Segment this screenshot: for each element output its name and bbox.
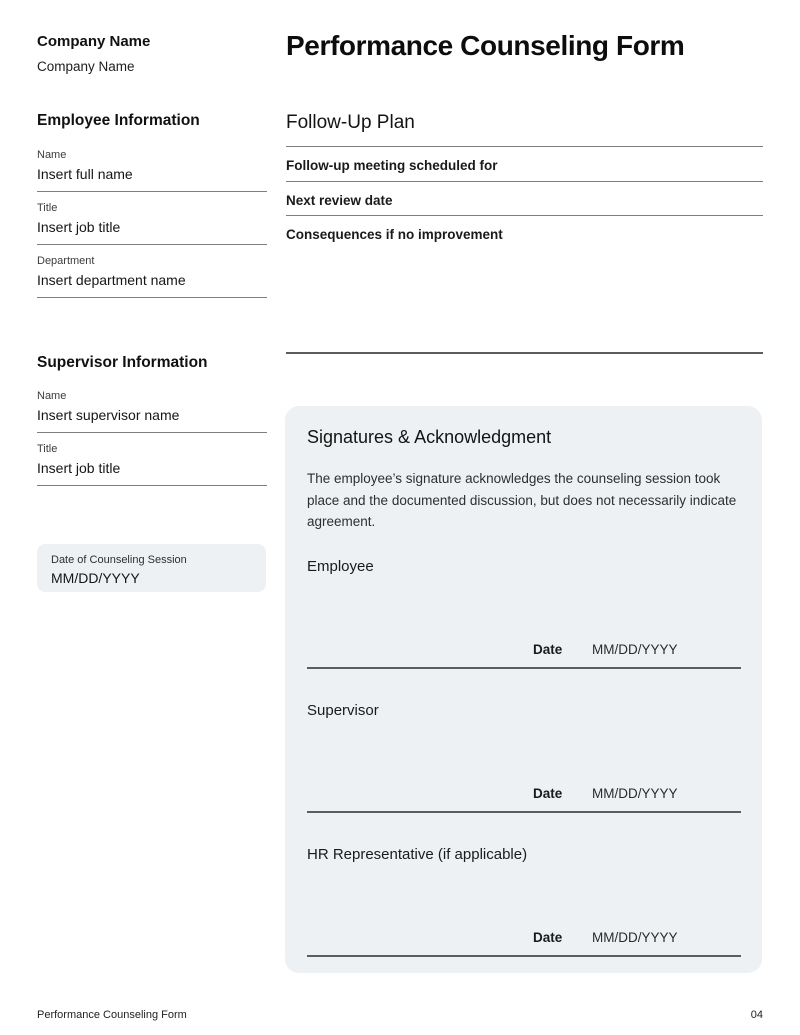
signature-line[interactable]	[307, 667, 741, 669]
signature-line[interactable]	[307, 955, 741, 957]
employee-department-field	[37, 255, 267, 298]
signature-role-label: Employee	[307, 558, 374, 575]
signature-block-supervisor	[307, 702, 741, 814]
page-title: Performance Counseling Form	[286, 30, 685, 61]
date-label: Date	[533, 930, 563, 945]
follow-up-divider	[286, 146, 763, 147]
date-label: Date	[533, 786, 563, 801]
session-date-label: Date of Counseling Session	[51, 554, 187, 566]
follow-up-consequences-write-line[interactable]	[286, 352, 763, 354]
signature-role-label: Supervisor	[307, 702, 379, 719]
supervisor-name-field	[37, 390, 267, 433]
date-value-field[interactable]: MM/DD/YYYY	[592, 642, 678, 657]
signature-block-employee	[307, 558, 741, 670]
signature-date-row	[307, 786, 741, 802]
field-label: Name	[37, 149, 67, 161]
signature-block-hr-representative	[307, 846, 741, 958]
signature-role-label: HR Representative (if applicable)	[307, 846, 528, 863]
session-date-value[interactable]: MM/DD/YYYY	[51, 570, 140, 586]
footer	[37, 1009, 763, 1021]
supervisor-title-value[interactable]: Insert job title	[37, 460, 121, 476]
date-label: Date	[533, 642, 563, 657]
date-value-field[interactable]: MM/DD/YYYY	[592, 930, 678, 945]
field-label: Name	[37, 390, 67, 402]
supervisor-name-value[interactable]: Insert supervisor name	[37, 407, 180, 423]
signatures-heading: Signatures & Acknowledgment	[307, 427, 552, 447]
field-underline[interactable]	[37, 297, 267, 298]
signature-line[interactable]	[307, 811, 741, 813]
follow-up-field-review-label: Next review date	[286, 193, 393, 208]
employee-name-field	[37, 149, 267, 192]
employee-title-value[interactable]: Insert job title	[37, 219, 121, 235]
follow-up-meeting-write-line[interactable]	[286, 181, 763, 182]
follow-up-field-consequences-label: Consequences if no improvement	[286, 227, 503, 242]
footer-page-number: 04	[750, 1009, 763, 1021]
company-subtitle: Company Name	[37, 59, 135, 74]
date-value-field[interactable]: MM/DD/YYYY	[592, 786, 678, 801]
signature-date-row	[307, 930, 741, 946]
field-label: Department	[37, 255, 95, 267]
field-label: Title	[37, 443, 58, 455]
section-heading-follow-up-plan: Follow-Up Plan	[286, 112, 415, 133]
company-name: Company Name	[37, 33, 151, 50]
field-underline[interactable]	[37, 485, 267, 486]
signatures-box	[285, 406, 762, 973]
section-heading-supervisor-information: Supervisor Information	[37, 354, 208, 371]
session-date-box	[37, 544, 266, 592]
field-underline[interactable]	[37, 244, 267, 245]
signatures-disclaimer: The employee’s signature acknowledges the counseling session took place and the documented discussion, but does not necessarily indicate agreement.	[307, 471, 737, 529]
field-underline[interactable]	[37, 191, 267, 192]
employee-department-value[interactable]: Insert department name	[37, 272, 186, 288]
signature-date-row	[307, 642, 741, 658]
footer-doc-title: Performance Counseling Form	[37, 1009, 187, 1021]
employee-name-value[interactable]: Insert full name	[37, 166, 133, 182]
follow-up-field-meeting-label: Follow-up meeting scheduled for	[286, 158, 498, 173]
field-label: Title	[37, 202, 58, 214]
follow-up-review-write-line[interactable]	[286, 215, 763, 216]
section-heading-employee-information: Employee Information	[37, 112, 200, 129]
supervisor-title-field	[37, 443, 267, 486]
field-underline[interactable]	[37, 432, 267, 433]
employee-title-field	[37, 202, 267, 245]
